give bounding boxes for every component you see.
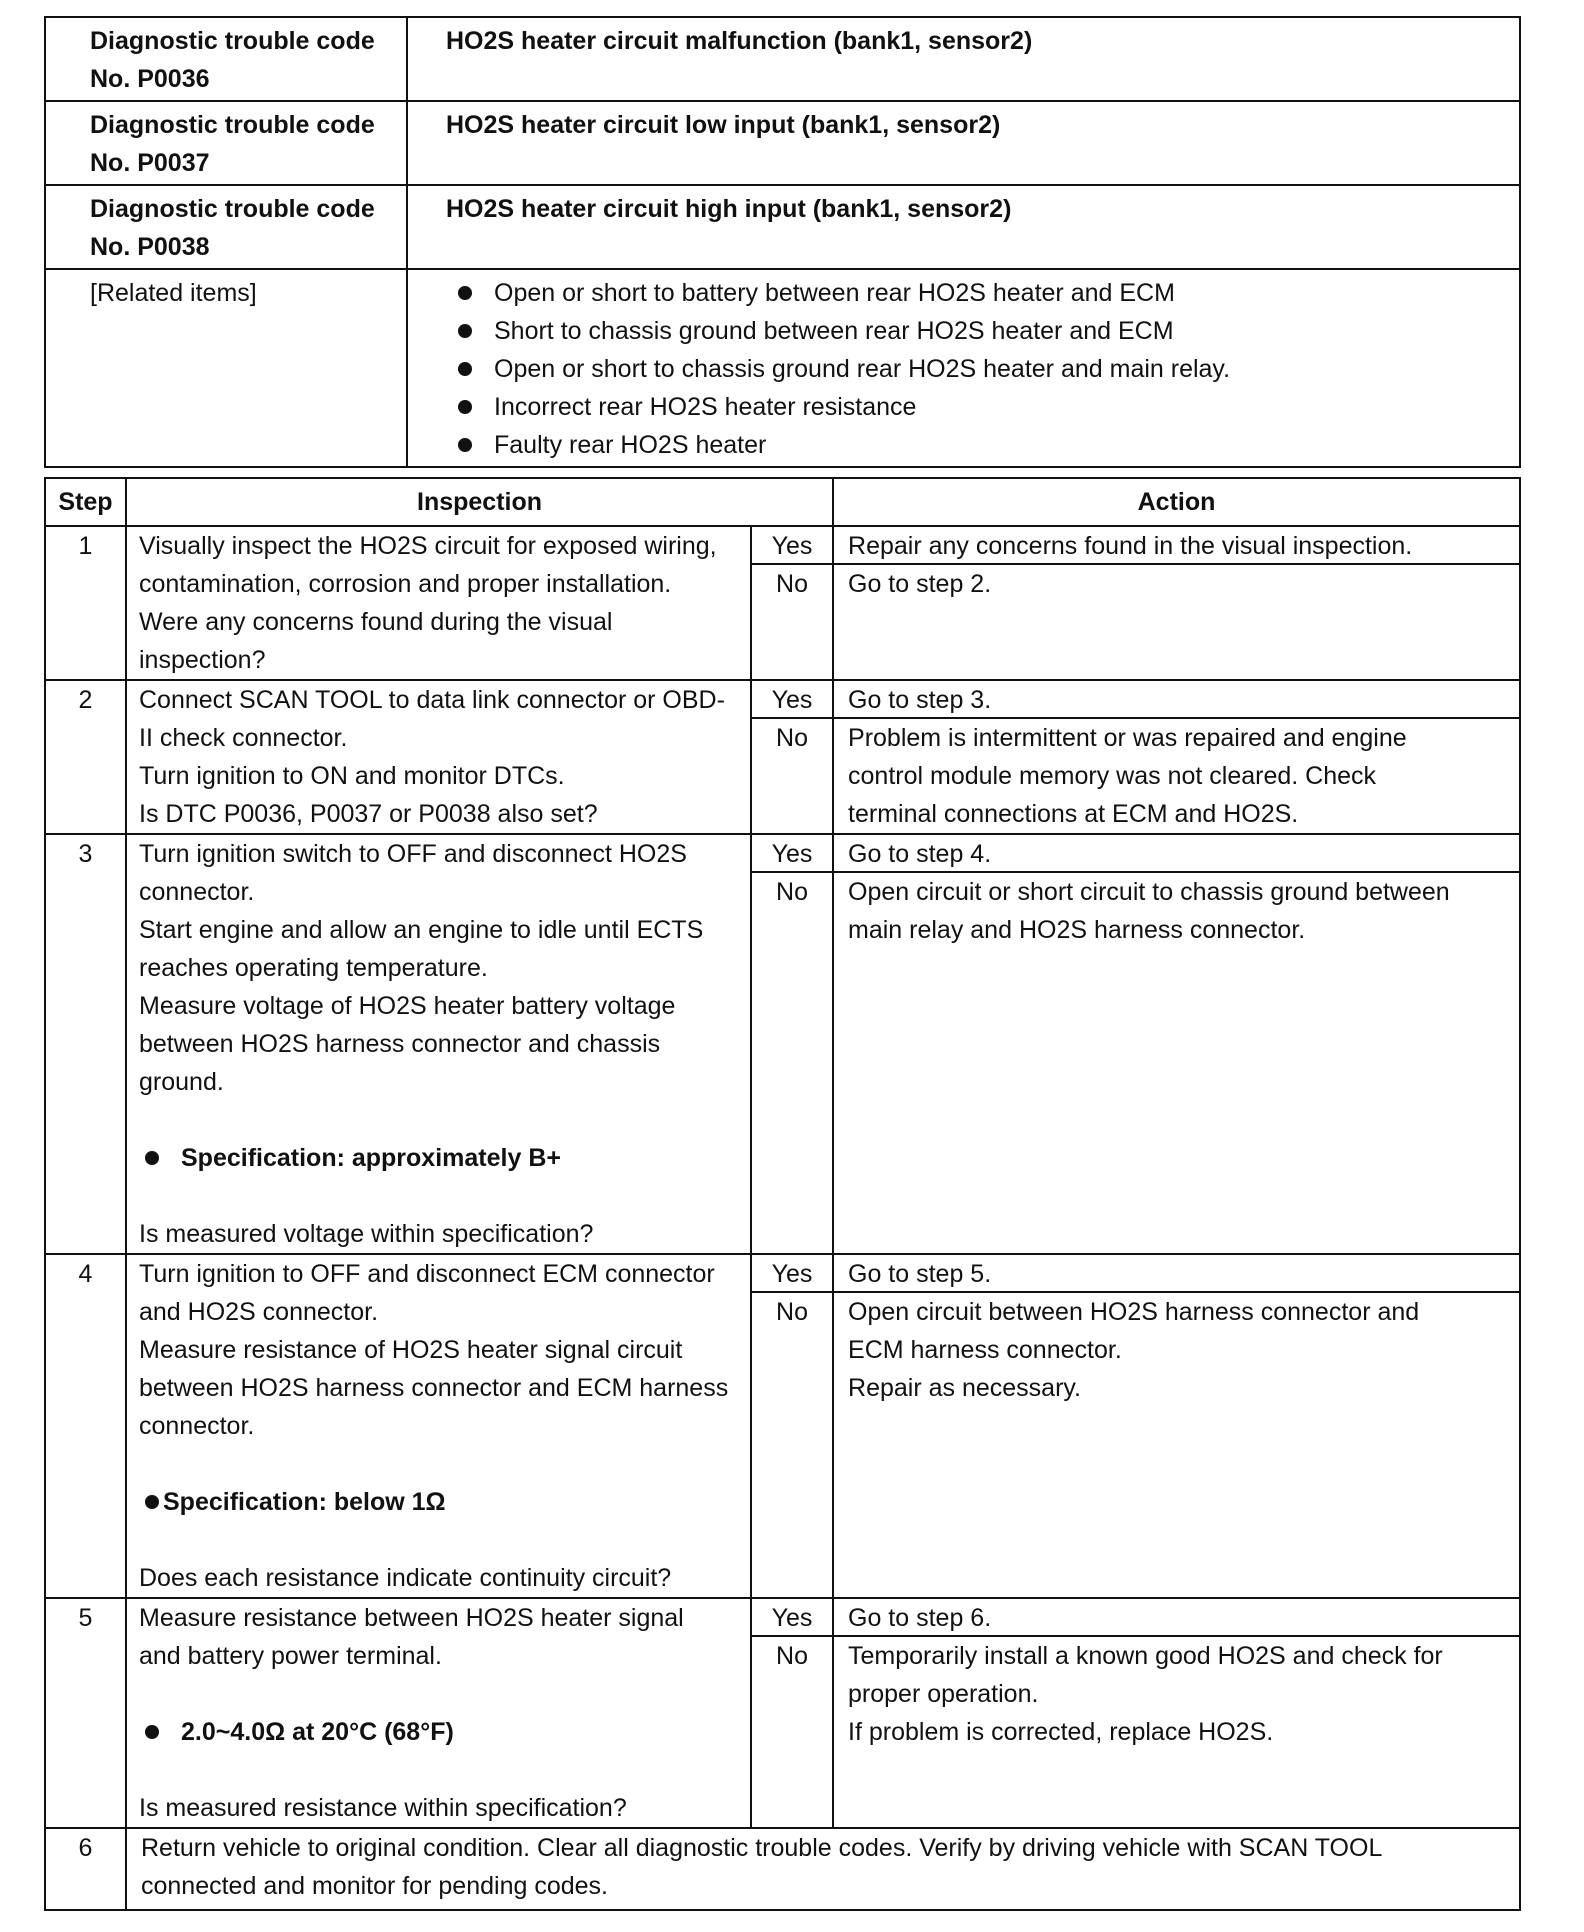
step-number: 6 xyxy=(45,1828,126,1910)
step-inspection: Turn ignition to OFF and disconnect ECM connector and HO2S connector. Measure resistance of HO2S heater signal circuit between HO2S harness connector and ECM harness connector. Specification: below 1Ω Does each resistance indicate continuity circuit? xyxy=(126,1254,751,1598)
specification: Specification: approximately B+ xyxy=(139,1139,740,1177)
step-number: 1 xyxy=(45,526,126,680)
dtc-info-table xyxy=(44,16,1521,468)
step-row xyxy=(45,526,1520,680)
related-item: Short to chassis ground between rear HO2S heater and ECM xyxy=(458,312,1509,350)
action-cell xyxy=(833,1254,1520,1598)
no-action: Temporarily install a known good HO2S and check for proper operation. If problem is corrected, replace HO2S. xyxy=(848,1642,1443,1746)
bullet-icon xyxy=(145,1495,159,1509)
dtc-description: HO2S heater circuit high input (bank1, sensor2) xyxy=(407,185,1520,269)
yes-label: Yes xyxy=(752,681,832,719)
related-items-list xyxy=(450,274,1509,464)
header-inspection: Inspection xyxy=(126,478,833,526)
related-items-row xyxy=(45,269,1520,467)
yes-label: Yes xyxy=(752,1255,832,1293)
step-inspection: Visually inspect the HO2S circuit for exposed wiring, contamination, corrosion and proper installation. Were any concerns found during the visual inspection? xyxy=(126,526,751,680)
step-row xyxy=(45,1828,1520,1910)
yes-no-cell xyxy=(751,1598,833,1828)
step-number: 3 xyxy=(45,834,126,1254)
no-action: Open circuit between HO2S harness connector and ECM harness connector. Repair as necessary. xyxy=(848,1298,1420,1402)
dtc-code-label xyxy=(45,101,407,185)
step-number: 5 xyxy=(45,1598,126,1828)
yes-no-cell xyxy=(751,1254,833,1598)
step-inspection: Connect SCAN TOOL to data link connector or OBD- II check connector. Turn ignition to ON and monitor DTCs. Is DTC P0036, P0037 or P0038 also set? xyxy=(126,680,751,834)
no-label: No xyxy=(776,724,808,752)
step-question: Is measured voltage within specification? xyxy=(139,1220,594,1248)
action-cell xyxy=(833,526,1520,680)
dtc-description: HO2S heater circuit low input (bank1, sensor2) xyxy=(407,101,1520,185)
step-question: Does each resistance indicate continuity circuit? xyxy=(139,1564,672,1592)
yes-no-cell xyxy=(751,834,833,1254)
specification: 2.0~4.0Ω at 20°C (68°F) xyxy=(139,1713,740,1751)
header-action: Action xyxy=(833,478,1520,526)
related-items-cell xyxy=(407,269,1520,467)
step-row xyxy=(45,1598,1520,1828)
dtc-code-number: No. P0037 xyxy=(90,149,210,177)
dtc-label-line1: Diagnostic trouble code xyxy=(90,111,375,139)
yes-action: Repair any concerns found in the visual inspection. xyxy=(834,527,1519,565)
bullet-icon xyxy=(458,324,472,338)
step-row xyxy=(45,1254,1520,1598)
dtc-label-line1: Diagnostic trouble code xyxy=(90,27,375,55)
dtc-row xyxy=(45,17,1520,101)
action-cell xyxy=(833,1598,1520,1828)
bullet-icon xyxy=(458,438,472,452)
yes-action: Go to step 4. xyxy=(834,835,1519,873)
no-action: Problem is intermittent or was repaired and engine control module memory was not cleared. Check terminal connections at ECM and HO2S. xyxy=(848,724,1407,828)
bullet-icon xyxy=(145,1725,159,1739)
yes-label: Yes xyxy=(752,1599,832,1637)
yes-action: Go to step 6. xyxy=(834,1599,1519,1637)
related-item: Open or short to battery between rear HO2S heater and ECM xyxy=(458,274,1509,312)
yes-label: Yes xyxy=(752,527,832,565)
dtc-code-number: No. P0038 xyxy=(90,233,210,261)
specification: Specification: below 1Ω xyxy=(139,1483,740,1521)
related-items-label: [Related items] xyxy=(45,269,407,467)
header-step: Step xyxy=(45,478,126,526)
dtc-row xyxy=(45,101,1520,185)
step-row xyxy=(45,680,1520,834)
related-item: Faulty rear HO2S heater xyxy=(458,426,1509,464)
bullet-icon xyxy=(458,400,472,414)
bullet-icon xyxy=(458,362,472,376)
yes-no-cell xyxy=(751,526,833,680)
step-question: Is measured resistance within specification? xyxy=(139,1794,627,1822)
action-cell xyxy=(833,834,1520,1254)
step-row xyxy=(45,834,1520,1254)
step-inspection: Turn ignition switch to OFF and disconnect HO2S connector. Start engine and allow an engine to idle until ECTS reaches operating temperature. Measure voltage of HO2S heater battery voltage between HO2S harness connector and chassis ground. Specification: approximately B+ Is measured voltage within specification? xyxy=(126,834,751,1254)
no-label: No xyxy=(776,878,808,906)
bullet-icon xyxy=(458,286,472,300)
no-action: Open circuit or short circuit to chassis ground between main relay and HO2S harness connector. xyxy=(848,878,1450,944)
yes-no-cell xyxy=(751,680,833,834)
step-number: 4 xyxy=(45,1254,126,1598)
step-number: 2 xyxy=(45,680,126,834)
dtc-code-label xyxy=(45,17,407,101)
yes-label: Yes xyxy=(752,835,832,873)
action-cell xyxy=(833,680,1520,834)
dtc-label-line1: Diagnostic trouble code xyxy=(90,195,375,223)
no-label: No xyxy=(776,570,808,598)
related-item: Incorrect rear HO2S heater resistance xyxy=(458,388,1509,426)
no-label: No xyxy=(776,1298,808,1326)
no-action: Go to step 2. xyxy=(848,570,992,598)
dtc-code-number: No. P0036 xyxy=(90,65,210,93)
step-inspection: Measure resistance between HO2S heater signal and battery power terminal. 2.0~4.0Ω at 20°C (68°F) Is measured resistance within specification? xyxy=(126,1598,751,1828)
diagnostic-steps-table xyxy=(44,477,1521,1911)
table-header-row xyxy=(45,478,1520,526)
yes-action: Go to step 5. xyxy=(834,1255,1519,1293)
dtc-row xyxy=(45,185,1520,269)
bullet-icon xyxy=(145,1151,159,1165)
final-step-text: Return vehicle to original condition. Clear all diagnostic trouble codes. Verify by driving vehicle with SCAN TOOL connected and monitor for pending codes. xyxy=(126,1828,1520,1910)
related-item: Open or short to chassis ground rear HO2S heater and main relay. xyxy=(458,350,1509,388)
yes-action: Go to step 3. xyxy=(834,681,1519,719)
dtc-code-label xyxy=(45,185,407,269)
dtc-description: HO2S heater circuit malfunction (bank1, sensor2) xyxy=(407,17,1520,101)
no-label: No xyxy=(776,1642,808,1670)
